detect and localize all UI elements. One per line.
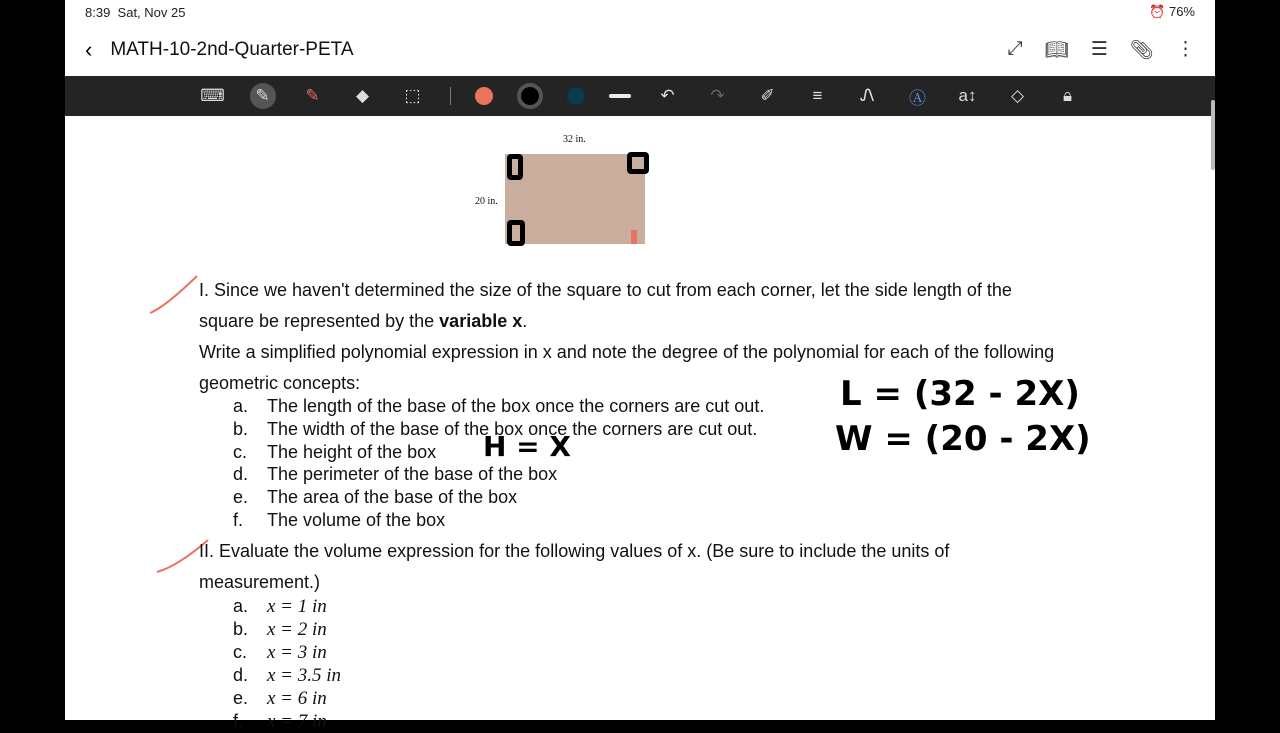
shapes-icon[interactable]: ◇ (1010, 86, 1025, 105)
part2-text: II. Evaluate the volume expression for the following values of x. (Be sure to include the units of (199, 541, 950, 561)
list-item: c. The height of the box (233, 442, 437, 462)
part1-text-line2: square be represented by the variable x. (199, 311, 528, 331)
list-item: b. x = 2 in (233, 619, 327, 640)
spacing-icon[interactable]: a↕ (958, 86, 977, 105)
part2-text-line2: measurement.) (199, 572, 321, 592)
part1-instructions: Write a simplified polynomial expression in x and note the degree of the polynomial for each of the following (199, 342, 1055, 362)
list-item: a. The length of the base of the box once the corners are cut out. (233, 396, 765, 416)
attach-icon[interactable]: 📎︎ (1129, 40, 1154, 61)
list-item: d. x = 3.5 in (233, 665, 342, 686)
scrollbar[interactable] (1211, 100, 1215, 170)
eraser-icon[interactable]: ◆ (355, 86, 370, 105)
list-item: a. x = 1 in (233, 596, 327, 617)
document-page[interactable] (65, 116, 1215, 732)
selection-icon[interactable]: ⬚ (404, 86, 421, 105)
stroke-width-icon[interactable] (609, 94, 631, 98)
color-teal[interactable] (567, 87, 585, 105)
list-item: d. The perimeter of the base of the box (233, 464, 558, 484)
ink-corner-mark (507, 154, 523, 180)
list-item: e. x = 6 in (233, 688, 327, 709)
document-title: MATH-10-2nd-Quarter-PETA (110, 39, 354, 60)
checkmark-stroke (145, 271, 205, 321)
time: 8:39 (85, 4, 111, 20)
part1-instructions-line2: geometric concepts: (199, 373, 361, 393)
ink-corner-mark (507, 220, 525, 246)
alarm-icon: ⏰ (1149, 4, 1166, 19)
status-bar (65, 0, 1215, 24)
ink-corner-mark (631, 230, 637, 244)
battery-level: 76% (1168, 4, 1195, 19)
handwritten-length: L = (32 - 2X) (840, 374, 1080, 414)
handwriting-text-icon[interactable]: Ꮑ (860, 86, 875, 105)
page-icon[interactable]: ☰ (1090, 39, 1108, 60)
pen-settings-icon[interactable]: ✐ (760, 86, 775, 105)
book-view-icon[interactable]: 📖︎ (1044, 40, 1069, 61)
divider (450, 87, 451, 105)
list-item: c. x = 3 in (233, 642, 327, 663)
back-icon[interactable]: ‹ (85, 37, 93, 62)
text-recognition-icon[interactable]: Ⓐ (909, 88, 926, 108)
cardboard-rectangle (505, 154, 645, 244)
list-item: b. The width of the base of the box once the corners are cut out. (233, 419, 758, 439)
drawing-toolbar (65, 76, 1215, 116)
date: Sat, Nov 25 (117, 4, 186, 20)
color-salmon[interactable] (475, 87, 493, 105)
list-item: f. The volume of the box (233, 510, 446, 530)
more-icon[interactable]: ⋮ (1176, 39, 1195, 60)
handwritten-width: W = (20 - 2X) (835, 419, 1091, 459)
list-item: e. The area of the base of the box (233, 487, 518, 507)
highlighter-icon[interactable]: ✎ (305, 86, 320, 105)
expand-icon[interactable]: ⤢ (1007, 38, 1023, 59)
part1-text: I. Since we haven't determined the size of the square to cut from each corner, let the side length of the (199, 280, 1012, 300)
ink-corner-mark (627, 152, 649, 174)
pen-icon[interactable]: ✎ (250, 83, 276, 109)
height-label: 20 in. (475, 196, 498, 207)
handwritten-height: H = X (483, 430, 571, 463)
keyboard-icon[interactable]: ⌨ (200, 86, 225, 105)
list-item: f. x = 7 in (233, 711, 327, 732)
lock-icon[interactable]: 🔒︎ (1062, 86, 1073, 105)
redo-icon[interactable]: ↷ (710, 86, 725, 105)
color-black[interactable] (517, 83, 543, 109)
notes-app (65, 0, 1215, 732)
box-diagram (465, 134, 665, 254)
width-label: 32 in. (563, 134, 586, 145)
undo-icon[interactable]: ↶ (660, 86, 675, 105)
text-align-icon[interactable]: ≡ (812, 86, 823, 105)
title-bar (65, 24, 1215, 76)
